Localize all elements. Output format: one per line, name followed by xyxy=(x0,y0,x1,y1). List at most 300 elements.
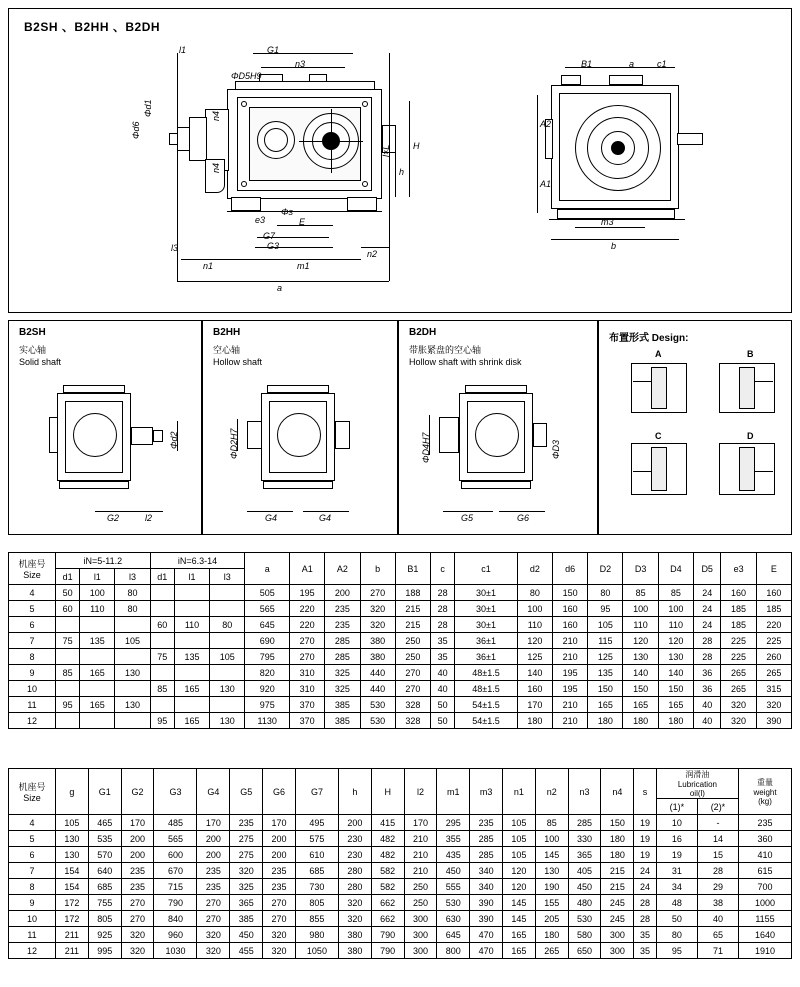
dim-n2-line xyxy=(361,247,389,248)
row-value-cell: 100 xyxy=(658,601,693,617)
b2dh-hub-right xyxy=(533,423,547,447)
b2dh-D3-label: ΦD3 xyxy=(551,439,561,459)
row-value-cell: 285 xyxy=(325,633,360,649)
row-value-cell xyxy=(80,681,115,697)
row-value-cell: 1640 xyxy=(739,927,792,943)
row-value-cell: 100 xyxy=(623,601,658,617)
row-value-cell xyxy=(210,665,245,681)
dim-a-line xyxy=(177,281,389,282)
row-value-cell: 320 xyxy=(197,927,230,943)
b2sh-top xyxy=(63,385,125,393)
b2hh-D2-label: ΦD2H7 xyxy=(229,428,239,459)
row-value-cell: 80 xyxy=(210,617,245,633)
row-value-cell: 645 xyxy=(245,617,290,633)
row-value-cell: 160 xyxy=(553,617,588,633)
t1-col-e3: e3 xyxy=(721,553,756,585)
row-value-cell: 300 xyxy=(601,927,634,943)
row-value-cell: 140 xyxy=(623,665,658,681)
foot-left xyxy=(231,197,261,211)
row-value-cell: 130 xyxy=(535,863,568,879)
row-value-cell: 28 xyxy=(431,601,455,617)
dim-b-line xyxy=(551,239,679,240)
b2sh-shaft xyxy=(131,427,153,445)
row-value-cell: 120 xyxy=(503,879,536,895)
row-value-cell xyxy=(210,697,245,713)
dim-B1-label: B1 xyxy=(581,59,593,69)
row-size-cell: 7 xyxy=(9,633,56,649)
row-value-cell: 220 xyxy=(290,601,325,617)
row-value-cell: 150 xyxy=(601,815,634,831)
row-value-cell: 355 xyxy=(437,831,470,847)
row-value-cell: 24 xyxy=(634,863,657,879)
t2-weight-cn: 重量 xyxy=(757,778,773,787)
row-value-cell: 190 xyxy=(535,879,568,895)
row-value-cell: 150 xyxy=(658,681,693,697)
row-value-cell: 180 xyxy=(588,713,623,729)
t2-col-G6: G6 xyxy=(263,769,296,815)
dim-n4-label-1: n4 xyxy=(211,110,221,121)
b2dh-code: B2DH xyxy=(409,327,437,338)
row-value-cell: 105 xyxy=(115,633,150,649)
row-value-cell: 235 xyxy=(470,815,503,831)
row-value-cell: 265 xyxy=(756,665,791,681)
row-value-cell: 380 xyxy=(360,633,395,649)
ext-right xyxy=(389,53,390,281)
row-value-cell: 28 xyxy=(634,911,657,927)
row-value-cell: 150 xyxy=(623,681,658,697)
b2hh-en: Hollow shaft xyxy=(213,357,263,367)
row-value-cell: 385 xyxy=(230,911,263,927)
table-row xyxy=(9,895,792,911)
row-value-cell: 270 xyxy=(263,911,296,927)
row-value-cell: 172 xyxy=(56,911,89,927)
row-value-cell: 24 xyxy=(693,585,721,601)
row-value-cell: 180 xyxy=(601,831,634,847)
dim-m3-line xyxy=(575,227,645,228)
t2-col-g: g xyxy=(56,769,89,815)
row-value-cell: 440 xyxy=(360,681,395,697)
row-value-cell: 19 xyxy=(656,847,697,863)
row-value-cell: 100 xyxy=(80,585,115,601)
row-value-cell: 320 xyxy=(721,697,756,713)
design-d-shaft xyxy=(755,471,773,472)
row-value-cell xyxy=(56,649,80,665)
row-value-cell: 80 xyxy=(115,601,150,617)
row-value-cell: 200 xyxy=(325,585,360,601)
input-shaft xyxy=(177,127,190,151)
row-value-cell: 470 xyxy=(470,943,503,959)
b2dh-en: Hollow shaft with shrink disk xyxy=(409,357,522,367)
row-value-cell: 235 xyxy=(325,617,360,633)
row-value-cell: 482 xyxy=(371,831,404,847)
b2dh-G5-dim xyxy=(443,511,493,512)
row-value-cell: 130 xyxy=(658,649,693,665)
row-value-cell: 530 xyxy=(568,911,601,927)
row-value-cell: 995 xyxy=(88,943,121,959)
row-value-cell: 48 xyxy=(656,895,697,911)
row-value-cell: 29 xyxy=(697,879,738,895)
row-value-cell: 35 xyxy=(634,927,657,943)
row-value-cell: 380 xyxy=(360,649,395,665)
row-value-cell: 185 xyxy=(721,617,756,633)
row-value-cell xyxy=(56,681,80,697)
breather-plug xyxy=(309,74,327,82)
dimension-table-2 xyxy=(8,768,792,959)
b2dh-shrink-disk xyxy=(439,417,459,453)
b2sh-en: Solid shaft xyxy=(19,357,62,367)
t1-col-a: a xyxy=(245,553,290,585)
row-value-cell: 220 xyxy=(756,617,791,633)
row-value-cell: 200 xyxy=(263,831,296,847)
row-value-cell: 630 xyxy=(437,911,470,927)
row-value-cell: 28 xyxy=(431,617,455,633)
row-value-cell: 250 xyxy=(395,649,430,665)
row-value-cell: 150 xyxy=(553,585,588,601)
row-value-cell: 50 xyxy=(431,697,455,713)
t1-size-en: Size xyxy=(23,570,41,580)
dim-n4-label-2: n4 xyxy=(211,162,221,173)
row-value-cell: 195 xyxy=(553,665,588,681)
design-a-body xyxy=(651,367,667,409)
table-row xyxy=(9,815,792,831)
dim-e3-label: e3 xyxy=(255,215,266,225)
row-value-cell: 210 xyxy=(553,649,588,665)
dim-s-label: Φs xyxy=(281,207,294,217)
dimension-table-1 xyxy=(8,552,792,729)
row-value-cell: 250 xyxy=(395,633,430,649)
row-value-cell: 14 xyxy=(697,831,738,847)
t2-col-n4: n4 xyxy=(601,769,634,815)
row-value-cell xyxy=(174,585,209,601)
row-value-cell: 370 xyxy=(290,697,325,713)
row-value-cell: 24 xyxy=(693,617,721,633)
row-value-cell: 235 xyxy=(263,879,296,895)
table-row xyxy=(9,665,792,681)
row-size-cell: 5 xyxy=(9,601,56,617)
row-value-cell: 110 xyxy=(174,617,209,633)
row-value-cell: 315 xyxy=(756,681,791,697)
t1-col-d1-a: d1 xyxy=(56,569,80,585)
dim-l1-label: l1 xyxy=(179,45,187,55)
dim-m3-label: m3 xyxy=(601,217,614,227)
t1-col-l1-a: l1 xyxy=(80,569,115,585)
row-value-cell: 1130 xyxy=(245,713,290,729)
row-value-cell: 690 xyxy=(245,633,290,649)
row-value-cell: 565 xyxy=(154,831,197,847)
variant-panel-b2dh xyxy=(398,320,598,535)
row-value-cell: 340 xyxy=(470,879,503,895)
row-value-cell: 790 xyxy=(154,895,197,911)
row-value-cell: 165 xyxy=(174,713,209,729)
row-value-cell: 170 xyxy=(197,815,230,831)
row-value-cell: 300 xyxy=(601,943,634,959)
row-value-cell: 19 xyxy=(634,847,657,863)
row-value-cell: 172 xyxy=(56,895,89,911)
row-value-cell: 275 xyxy=(230,831,263,847)
row-value-cell: 235 xyxy=(121,863,154,879)
row-value-cell: 980 xyxy=(295,927,338,943)
b2hh-top xyxy=(267,385,329,393)
row-value-cell: 210 xyxy=(553,697,588,713)
row-value-cell: 1000 xyxy=(739,895,792,911)
inspection-cover xyxy=(259,74,283,82)
row-value-cell: 800 xyxy=(437,943,470,959)
row-value-cell: 365 xyxy=(230,895,263,911)
page-title: B2SH 、B2HH 、B2DH xyxy=(24,20,161,34)
row-size-cell: 9 xyxy=(9,665,56,681)
row-value-cell: 330 xyxy=(568,831,601,847)
row-value-cell: 50 xyxy=(431,713,455,729)
b2sh-base xyxy=(59,481,129,489)
row-value-cell: 235 xyxy=(197,863,230,879)
row-value-cell: 160 xyxy=(721,585,756,601)
row-value-cell: 60 xyxy=(150,617,174,633)
row-size-cell: 6 xyxy=(9,847,56,863)
row-value-cell: 328 xyxy=(395,697,430,713)
row-value-cell: 24 xyxy=(634,879,657,895)
b2hh-hub-left xyxy=(247,421,262,449)
housing-top-flange xyxy=(235,81,375,90)
row-value-cell xyxy=(150,633,174,649)
t2-col-H: H xyxy=(371,769,404,815)
row-value-cell: 145 xyxy=(535,847,568,863)
t1-col-d6: d6 xyxy=(553,553,588,585)
row-value-cell xyxy=(56,617,80,633)
row-value-cell: 662 xyxy=(371,911,404,927)
dim-n3-label: n3 xyxy=(295,59,306,69)
row-value-cell: 265 xyxy=(721,681,756,697)
row-value-cell: 130 xyxy=(56,831,89,847)
row-value-cell: 160 xyxy=(756,585,791,601)
b2hh-G4-dim-r xyxy=(303,511,349,512)
row-value-cell: 575 xyxy=(295,831,338,847)
row-value-cell: 50 xyxy=(56,585,80,601)
row-value-cell: 100 xyxy=(517,601,552,617)
row-value-cell: 320 xyxy=(360,601,395,617)
row-value-cell: 1030 xyxy=(154,943,197,959)
row-value-cell: 555 xyxy=(437,879,470,895)
row-value-cell: 645 xyxy=(437,927,470,943)
row-value-cell: 85 xyxy=(150,681,174,697)
row-size-cell: 8 xyxy=(9,879,56,895)
t2-weight-header xyxy=(739,769,792,815)
row-value-cell: 85 xyxy=(623,585,658,601)
row-value-cell: 115 xyxy=(588,633,623,649)
row-value-cell: 15 xyxy=(697,847,738,863)
row-value-cell: 165 xyxy=(174,681,209,697)
row-size-cell: 10 xyxy=(9,911,56,927)
row-value-cell: 130 xyxy=(56,847,89,863)
row-value-cell: 120 xyxy=(503,863,536,879)
row-value-cell: 670 xyxy=(154,863,197,879)
row-value-cell: 270 xyxy=(263,895,296,911)
row-value-cell: 1050 xyxy=(295,943,338,959)
row-value-cell: 390 xyxy=(470,895,503,911)
row-value-cell: 95 xyxy=(588,601,623,617)
design-c-body xyxy=(651,447,667,491)
table-row xyxy=(9,911,792,927)
center-axis-v xyxy=(331,109,332,173)
row-value-cell: 105 xyxy=(503,847,536,863)
row-value-cell: 180 xyxy=(517,713,552,729)
row-value-cell: 211 xyxy=(56,943,89,959)
row-value-cell: 16 xyxy=(656,831,697,847)
row-value-cell: 225 xyxy=(721,633,756,649)
t2-col-m3: m3 xyxy=(470,769,503,815)
dim-n1-label: n1 xyxy=(203,261,214,271)
row-value-cell: 19 xyxy=(634,815,657,831)
t2-size-cn: 机座号 xyxy=(18,782,46,792)
t1-col-A1: A1 xyxy=(290,553,325,585)
row-value-cell: 211 xyxy=(56,927,89,943)
side-shaft-center xyxy=(611,141,625,155)
row-value-cell: 120 xyxy=(623,633,658,649)
row-value-cell: 165 xyxy=(80,697,115,713)
row-value-cell: 105 xyxy=(210,649,245,665)
row-value-cell: 320 xyxy=(756,697,791,713)
b2dh-base xyxy=(461,481,531,489)
row-value-cell: 220 xyxy=(290,617,325,633)
row-value-cell: 300 xyxy=(404,927,437,943)
row-value-cell: 650 xyxy=(568,943,601,959)
row-value-cell: 285 xyxy=(568,815,601,831)
row-value-cell: 285 xyxy=(470,831,503,847)
dim-H-line xyxy=(409,101,410,197)
row-value-cell: 38 xyxy=(697,895,738,911)
row-value-cell: 160 xyxy=(517,681,552,697)
b2sh-l2-dim xyxy=(135,511,163,512)
row-value-cell: 195 xyxy=(290,585,325,601)
row-value-cell: 215 xyxy=(395,617,430,633)
design-b-shaft xyxy=(755,381,773,382)
design-panel xyxy=(598,320,792,535)
dim-lxL-label: l×L xyxy=(381,144,391,157)
row-value-cell: 250 xyxy=(404,879,437,895)
row-size-cell: 12 xyxy=(9,713,56,729)
row-value-cell: 310 xyxy=(290,665,325,681)
row-value-cell: 1155 xyxy=(739,911,792,927)
row-value-cell: 60 xyxy=(56,601,80,617)
row-value-cell: 340 xyxy=(470,863,503,879)
row-value-cell: 130 xyxy=(210,713,245,729)
row-value-cell: 105 xyxy=(588,617,623,633)
row-value-cell: 135 xyxy=(174,649,209,665)
row-value-cell: 600 xyxy=(154,847,197,863)
row-value-cell: 360 xyxy=(739,831,792,847)
table-row xyxy=(9,847,792,863)
row-value-cell xyxy=(80,713,115,729)
row-value-cell: 390 xyxy=(756,713,791,729)
row-value-cell: 470 xyxy=(470,927,503,943)
row-value-cell: 180 xyxy=(623,713,658,729)
row-value-cell: 130 xyxy=(623,649,658,665)
b2hh-code: B2HH xyxy=(213,327,241,338)
row-value-cell: 110 xyxy=(623,617,658,633)
row-value-cell: 36 xyxy=(693,681,721,697)
b2dh-G6-label: G6 xyxy=(517,513,530,523)
row-value-cell: 165 xyxy=(80,665,115,681)
table-row xyxy=(9,681,792,697)
table-row xyxy=(9,649,792,665)
row-value-cell: 200 xyxy=(338,815,371,831)
row-value-cell: 215 xyxy=(395,601,430,617)
row-value-cell: 270 xyxy=(290,633,325,649)
row-value-cell: 28 xyxy=(634,895,657,911)
row-value-cell: 170 xyxy=(517,697,552,713)
row-value-cell: 95 xyxy=(656,943,697,959)
row-value-cell xyxy=(150,665,174,681)
t2-col-G3: G3 xyxy=(154,769,197,815)
row-value-cell xyxy=(80,617,115,633)
row-size-cell: 10 xyxy=(9,681,56,697)
row-value-cell: 450 xyxy=(437,863,470,879)
row-value-cell: 270 xyxy=(197,895,230,911)
b2hh-bore xyxy=(277,413,321,457)
design-b-body xyxy=(739,367,755,409)
row-value-cell: 125 xyxy=(588,649,623,665)
row-value-cell: 230 xyxy=(338,847,371,863)
dim-H-label: H xyxy=(413,141,420,151)
t1-size-cn: 机座号 xyxy=(18,559,46,569)
b2hh-G4-label-1: G4 xyxy=(265,513,278,523)
dim-b-label: b xyxy=(611,241,617,251)
row-value-cell: 145 xyxy=(503,911,536,927)
design-option-d-label: D xyxy=(747,431,754,441)
row-value-cell: 85 xyxy=(658,585,693,601)
dim-a-label: a xyxy=(277,283,283,293)
t1-col-D3: D3 xyxy=(623,553,658,585)
row-value-cell xyxy=(115,649,150,665)
row-value-cell: 35 xyxy=(431,633,455,649)
row-value-cell: 235 xyxy=(739,815,792,831)
row-value-cell xyxy=(150,585,174,601)
row-value-cell: 920 xyxy=(245,681,290,697)
row-value-cell: 270 xyxy=(121,895,154,911)
row-value-cell: 48±1.5 xyxy=(455,681,518,697)
row-value-cell: 48±1.5 xyxy=(455,665,518,681)
b2sh-G2-dim xyxy=(95,511,135,512)
b2sh-code: B2SH xyxy=(19,327,46,338)
row-value-cell: 80 xyxy=(517,585,552,601)
row-value-cell: 250 xyxy=(404,895,437,911)
t2-col-G2: G2 xyxy=(121,769,154,815)
b2dh-D4-label: ΦD4H7 xyxy=(421,432,431,463)
row-value-cell: 31 xyxy=(656,863,697,879)
dim-G3-label: G3 xyxy=(267,241,280,251)
t2-size-header xyxy=(9,769,56,815)
t1-ratio2-header: iN=6.3-14 xyxy=(150,553,245,569)
row-value-cell: 165 xyxy=(503,943,536,959)
t2-oil-header xyxy=(656,769,738,799)
row-value-cell: 185 xyxy=(756,601,791,617)
row-value-cell: 730 xyxy=(295,879,338,895)
row-value-cell: 530 xyxy=(360,713,395,729)
row-value-cell: 40 xyxy=(693,713,721,729)
t1-col-D2: D2 xyxy=(588,553,623,585)
row-value-cell: 85 xyxy=(56,665,80,681)
row-value-cell: 35 xyxy=(431,649,455,665)
row-value-cell: 480 xyxy=(568,895,601,911)
row-value-cell: 19 xyxy=(634,831,657,847)
dim-c1-label: c1 xyxy=(657,59,667,69)
row-value-cell: 662 xyxy=(371,895,404,911)
table1-header-row-1 xyxy=(9,553,792,569)
row-value-cell: 34 xyxy=(656,879,697,895)
row-value-cell: 365 xyxy=(568,847,601,863)
row-value-cell: 130 xyxy=(115,665,150,681)
row-value-cell: 150 xyxy=(588,681,623,697)
bolt-tl xyxy=(241,101,247,107)
